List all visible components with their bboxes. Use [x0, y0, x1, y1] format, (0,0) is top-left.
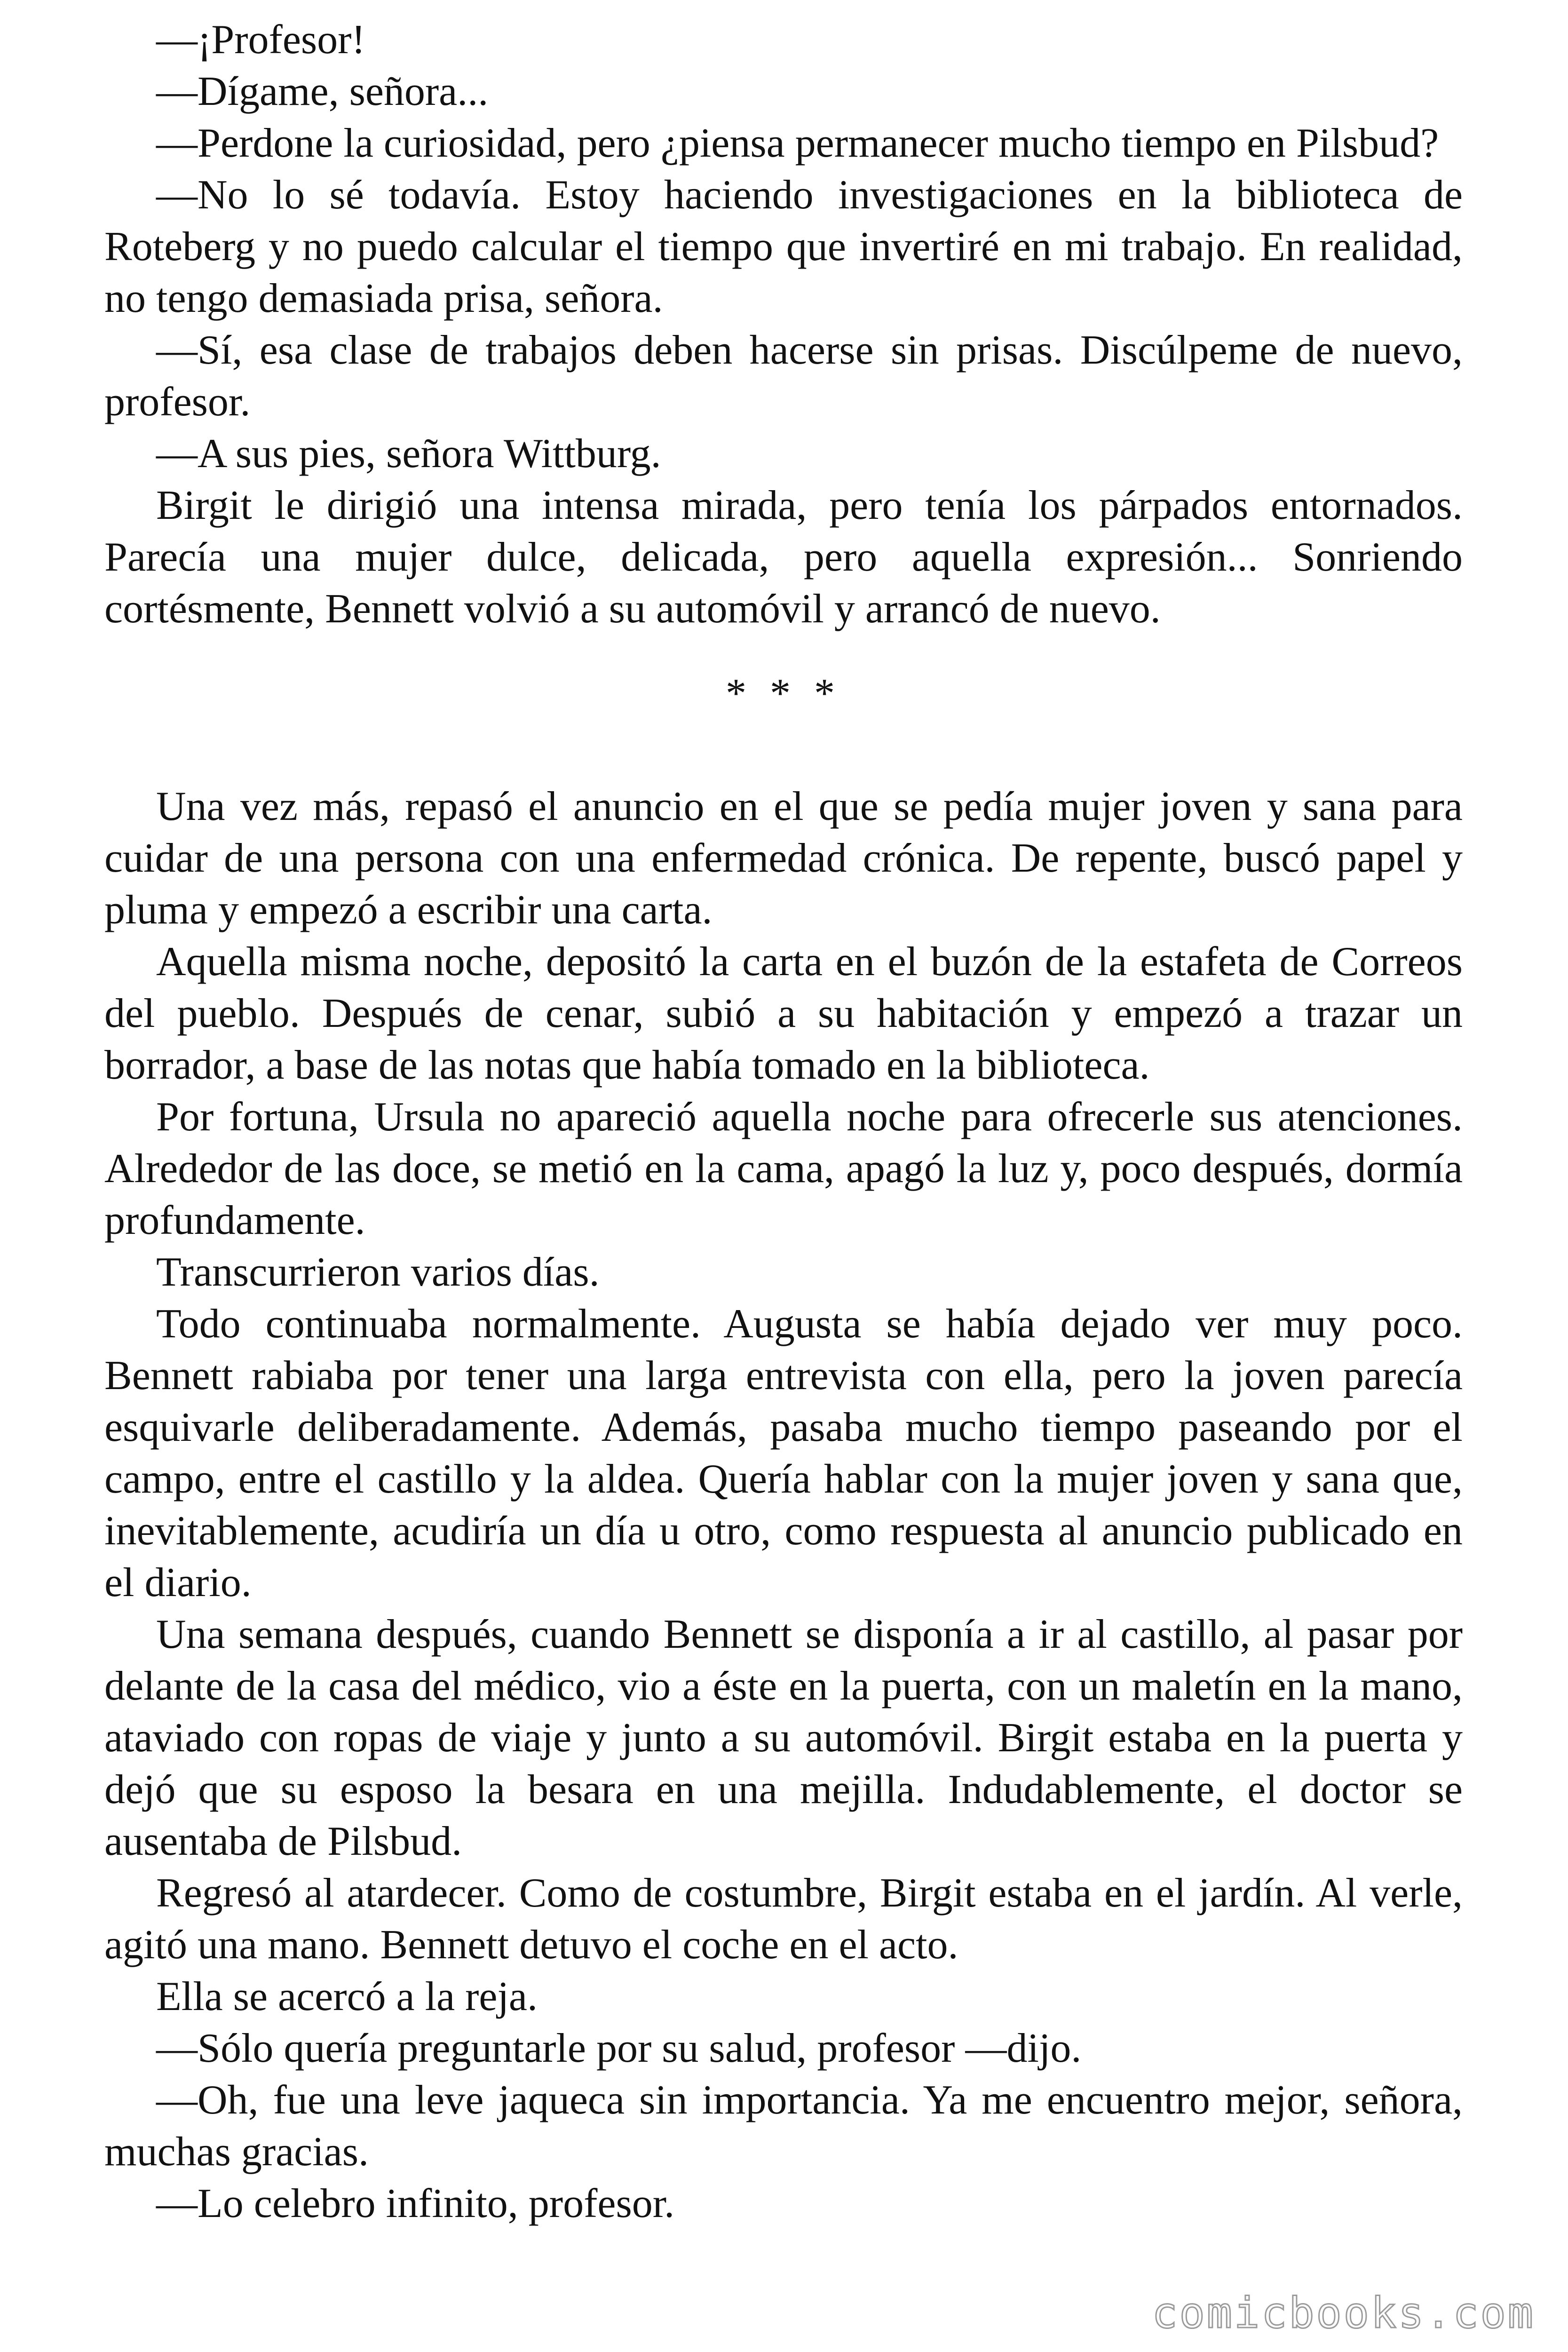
paragraph: —Oh, fue una leve jaqueca sin importancia. Ya me encuentro mejor, señora, muchas gracias.: [104, 2077, 1463, 2175]
paragraph: Birgit le dirigió una intensa mirada, pero tenía los párpados entornados. Parecía una mujer dulce, delicada, pero aquella expresión... Sonriendo cortésmente, Bennett volvió a su automóvil y arrancó de nuevo.: [104, 483, 1463, 632]
paragraph: —Dígame, señora...: [156, 69, 489, 114]
paragraph: Una vez más, repasó el anuncio en el que se pedía mujer joven y sana para cuidar de una persona con una enfermedad crónica. De repente, buscó papel y pluma y empezó a escribir una carta.: [104, 784, 1463, 933]
paragraph: Regresó al atardecer. Como de costumbre, Birgit estaba en el jardín. Al verle, agitó una mano. Bennett detuvo el coche en el acto.: [104, 1870, 1463, 1968]
book-page: [104, 14, 1463, 2230]
paragraph: Aquella misma noche, depositó la carta en el buzón de la estafeta de Correos del pueblo. Después de cenar, subió a su habitación y empezó a trazar un borrador, a base de las notas que había tomado en la biblioteca.: [104, 939, 1463, 1088]
text-block-bottom: [104, 781, 1463, 2230]
paragraph: Una semana después, cuando Bennett se disponía a ir al castillo, al pasar por delante de la casa del médico, vio a éste en la puerta, con un maletín en la mano, ataviado con ropas de viaje y junto a su automóvil. Birgit estaba en la puerta y dejó que su esposo la besara en una mejilla. Indudablemente, el doctor se ausentaba de Pilsbud.: [104, 1612, 1463, 1864]
paragraph: —No lo sé todavía. Estoy haciendo investigaciones en la biblioteca de Roteberg y no puedo calcular el tiempo que invertiré en mi trabajo. En realidad, no tengo demasiada prisa, señora.: [104, 172, 1463, 321]
paragraph: —Sólo quería preguntarle por su salud, profesor —dijo.: [156, 2026, 1082, 2071]
paragraph: —¡Profesor!: [156, 17, 365, 63]
text-block-top: [104, 14, 1463, 635]
paragraph: Ella se acercó a la reja.: [156, 1974, 538, 2019]
paragraph: Por fortuna, Ursula no apareció aquella noche para ofrecerle sus atenciones. Alrededor de las doce, se metió en la cama, apagó la luz y, poco después, dormía profundamente.: [104, 1094, 1463, 1243]
watermark-logo: comicbooks.com: [1152, 2288, 1535, 2338]
paragraph: —Sí, esa clase de trabajos deben hacerse sin prisas. Discúlpeme de nuevo, profesor.: [104, 327, 1463, 425]
paragraph: —Lo celebro infinito, profesor.: [156, 2181, 675, 2226]
paragraph: Transcurrieron varios días.: [156, 1249, 600, 1295]
paragraph: Todo continuaba normalmente. Augusta se había dejado ver muy poco. Bennett rabiaba por tener una larga entrevista con ella, pero la joven parecía esquivarle deliberadamente. Además, pasaba mucho tiempo paseando por el campo, entre el castillo y la aldea. Quería hablar con la mujer joven y sana que, inevitablemente, acudiría un día u otro, como respuesta al anuncio publicado en el diario.: [104, 1301, 1463, 1605]
paragraph: —Perdone la curiosidad, pero ¿piensa permanecer mucho tiempo en Pilsbud?: [156, 120, 1439, 166]
scene-separator: * * *: [726, 671, 841, 716]
paragraph: —A sus pies, señora Wittburg.: [156, 431, 661, 477]
